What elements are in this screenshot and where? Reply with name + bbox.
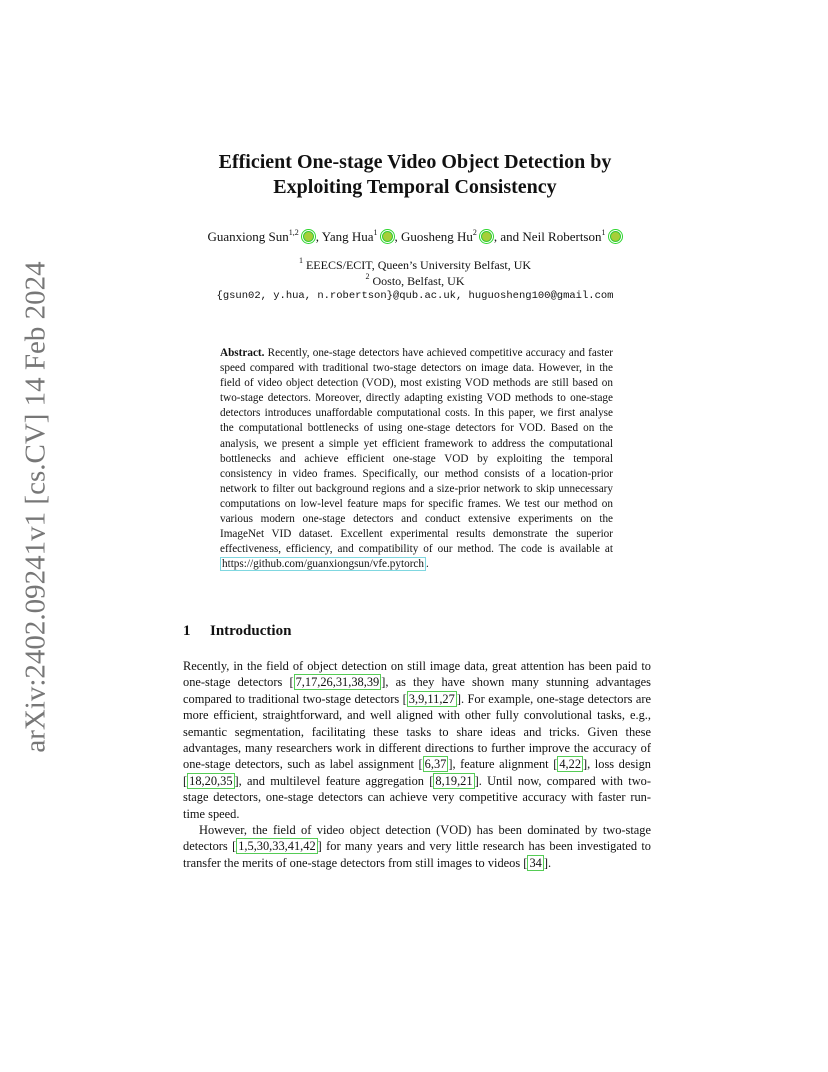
orcid-icon[interactable] — [610, 231, 621, 242]
text-run: ]. For example, one-stage detectors are more efficient, straightforward, and well aligned with other fully convolutional tasks, e.g., semantic segmentation, facilitating these tasks to share ideas and tricks. Given these advantages, many researchers work in different directions to further improve the accuracy of one-stage detectors, such as label assignment [ — [183, 691, 651, 772]
intro-body — [183, 658, 651, 871]
abstract-label: Abstract. — [220, 347, 265, 359]
author-emails: {gsun02, y.hua, n.robertson}@qub.ac.uk, huguosheng100@gmail.com — [216, 290, 614, 302]
affiliation-text: EEECS/ECIT, Queen’s University Belfast, UK — [305, 258, 532, 272]
author-affil-mark: 1 — [601, 228, 606, 237]
affiliation-mark: 2 — [365, 272, 370, 281]
citation-link[interactable]: 18,20,35 — [189, 773, 233, 788]
section-heading — [183, 623, 291, 640]
abstract — [220, 346, 613, 572]
affiliation-mark: 1 — [298, 256, 303, 265]
text-run: ], feature alignment [ — [448, 757, 558, 772]
citation-link[interactable]: 7,17,26,31,38,39 — [295, 675, 380, 690]
citation-link[interactable]: 34 — [529, 855, 542, 870]
text-run: ]. Until now, compared with two-stage detectors, one-stage detectors can achieve very competitive accuracy with faster run-time speed. — [183, 773, 651, 821]
author-name: Neil Robertson — [522, 229, 602, 244]
author-name: Yang Hua — [321, 229, 374, 244]
author-separator: , — [315, 229, 319, 244]
citation-link[interactable]: 4,22 — [559, 757, 582, 772]
citation-link[interactable]: 1,5,30,33,41,42 — [238, 839, 316, 854]
section-title: Introduction — [210, 623, 292, 639]
affiliation-1 — [150, 258, 680, 273]
affiliation-text: Oosto, Belfast, UK — [372, 274, 465, 288]
author-list — [150, 228, 680, 246]
abstract-end: . — [425, 558, 429, 571]
text-run: Recently, in the field of object detection on still image data, great attention has been paid to one-stage detectors [ — [183, 659, 651, 690]
paragraph — [183, 658, 651, 822]
arxiv-stamp-text: arXiv:2402.09241v1 [cs.CV] 14 Feb 2024 — [19, 261, 52, 753]
text-run: ]. — [543, 855, 552, 870]
affiliation-2 — [150, 274, 680, 289]
author-name: Guosheng Hu — [401, 229, 473, 244]
author-affil-mark: 1,2 — [288, 228, 299, 237]
text-run: ], and multilevel feature aggregation [ — [234, 773, 434, 788]
orcid-icon[interactable] — [303, 231, 314, 242]
abstract-text: Recently, one-stage detectors have achieved competitive accuracy and faster speed compared with traditional two-stage detectors on image data. However, in the field of video object detection (VOD), most existing VOD methods are still based on two-stage detectors. Moreover, directly adapting existing VOD methods to one-stage detectors introduces unaffordable computational costs. In this paper, we first analyse the computational bottlenecks of using one-stage detectors for VOD. Based on the analysis, we present a simple yet efficient framework to address the computational bottlenecks and achieve efficient one-stage VOD by exploiting the temporal consistency in video frames. Specifically, our method consists of a location-prior network to filter out background regions and a size-prior network to skip unnecessary computations on low-level feature maps for specific frames. We test our method on various modern one-stage detectors and conduct extensive experiments on the ImageNet VID dataset. Excellent experimental results demonstrate the superior effectiveness, efficiency, and compatibility of our method. The code is available at — [220, 347, 614, 556]
author-separator: , and — [493, 229, 520, 244]
author-affil-mark: 2 — [472, 228, 477, 237]
title-line-2: Exploiting Temporal Consistency — [273, 176, 557, 198]
text-run: ] for many years and very little research has been investigated to transfer the merits of one-stage detectors from still images to videos [ — [183, 839, 651, 870]
title-line-1: Efficient One-stage Video Object Detection by — [218, 151, 612, 173]
author-name: Guanxiong Sun — [207, 229, 289, 244]
citation-link[interactable]: 6,37 — [424, 757, 447, 772]
citation-link[interactable]: 3,9,11,27 — [408, 691, 455, 706]
citation-link[interactable]: 8,19,21 — [435, 773, 473, 788]
arxiv-stamp — [14, 261, 58, 753]
text-run: ], loss design [ — [183, 757, 651, 788]
author-separator: , — [394, 229, 398, 244]
code-url-link[interactable]: https://github.com/guanxiongsun/vfe.pytorch — [222, 558, 424, 571]
section-number: 1 — [183, 623, 191, 639]
orcid-icon[interactable] — [382, 231, 393, 242]
author-affil-mark: 1 — [373, 228, 378, 237]
paragraph — [183, 822, 651, 871]
text-run: However, the field of video object detection (VOD) has been dominated by two-stage detectors [ — [183, 823, 651, 854]
orcid-icon[interactable] — [481, 231, 492, 242]
paper-title — [150, 150, 680, 200]
text-run: ], as they have shown many stunning advantages compared to traditional two-stage detectors [ — [183, 675, 651, 706]
